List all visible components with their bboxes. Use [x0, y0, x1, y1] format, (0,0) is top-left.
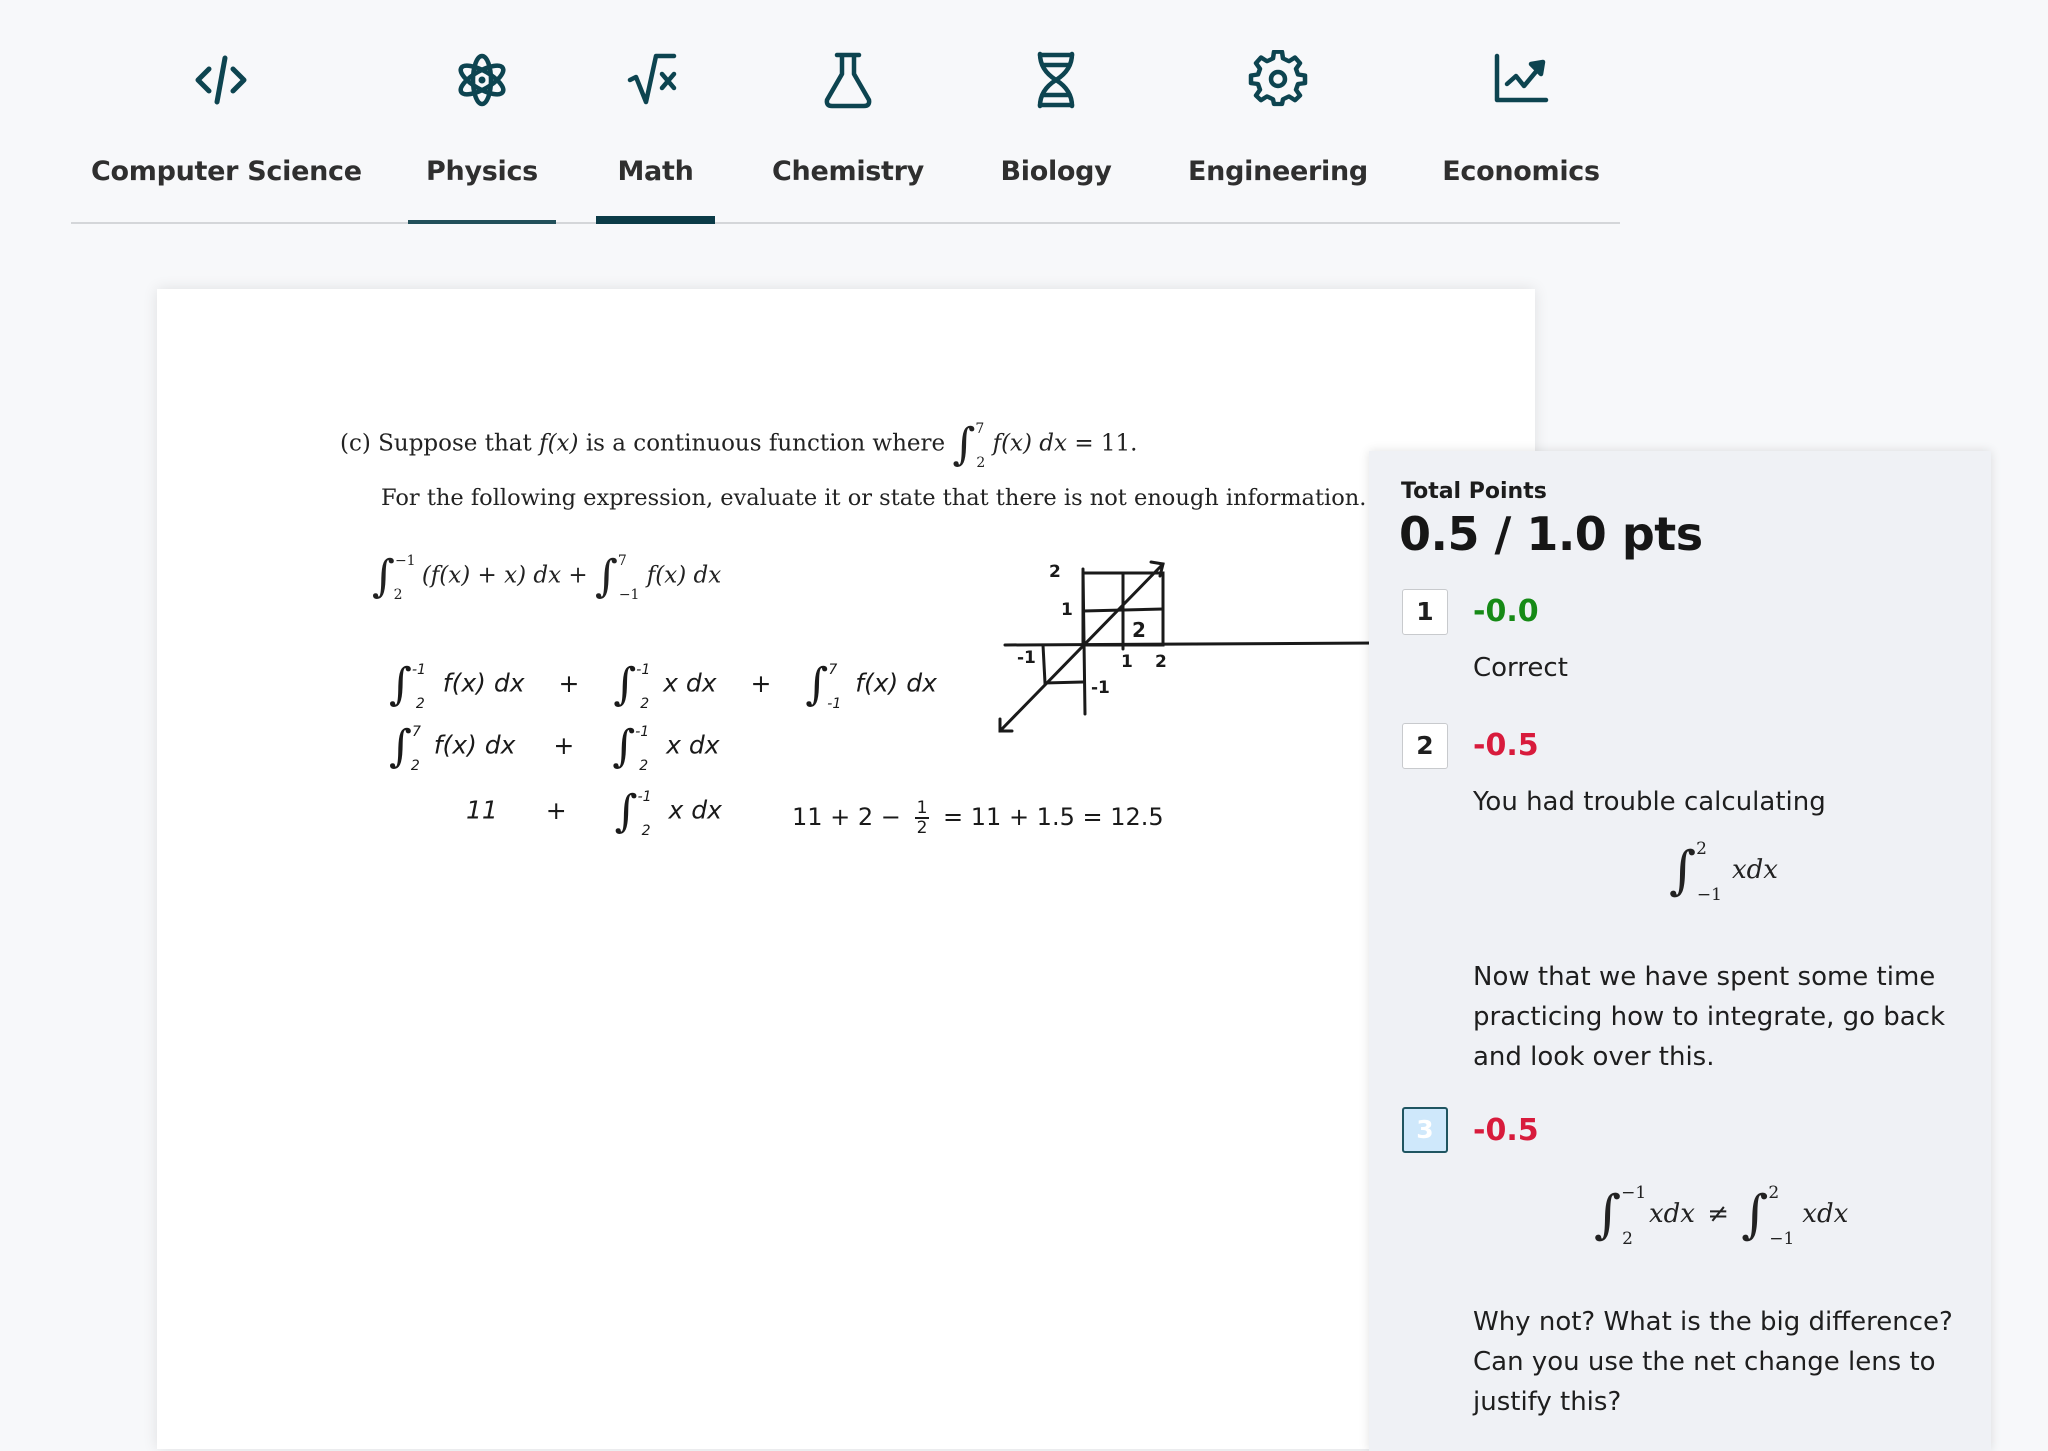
gear-icon: [1248, 50, 1308, 110]
upper-limit: 2: [1696, 839, 1707, 859]
plus-sign: +: [558, 668, 580, 698]
lower-limit: −1: [1769, 1229, 1795, 1249]
upper-limit: 7: [828, 661, 838, 678]
sketch-label: -1: [1091, 678, 1110, 698]
tab-math[interactable]: [596, 40, 715, 224]
sketch-label: 2: [1155, 652, 1167, 672]
integrand: f(x) dx: [433, 730, 516, 760]
not-equal-sign: ≠: [1707, 1199, 1730, 1229]
lower-limit: 2: [639, 757, 649, 774]
problem-statement-line2: For the following expression, evaluate it or state that there is not enough information.: [381, 485, 1367, 511]
integral-sign: ∫: [1669, 841, 1697, 901]
computation-part: 11 + 2 −: [792, 803, 901, 831]
tab-engineering[interactable]: [1183, 40, 1373, 224]
plus-sign: +: [545, 795, 567, 825]
handwritten-graph-sketch: [995, 539, 1395, 739]
rubric-item-1-feedback: Correct: [1473, 653, 1568, 683]
lower-limit: -1: [827, 695, 842, 712]
handwritten-computation: [792, 799, 1164, 837]
integrand: x dx: [668, 795, 722, 825]
tab-computer-science[interactable]: [91, 40, 362, 224]
integrand: f(x) dx: [992, 430, 1067, 457]
tab-economics[interactable]: [1441, 40, 1601, 224]
lower-limit: 2: [415, 695, 425, 712]
flask-icon: [818, 50, 878, 110]
rubric-item-2-math: [1669, 839, 1778, 905]
rubric-item-3-deduction: -0.5: [1473, 1113, 1539, 1148]
lower-limit: 2: [393, 586, 403, 603]
plus-sign: +: [750, 668, 772, 698]
problem-expression: [372, 551, 721, 602]
tab-label: Economics: [1442, 156, 1600, 187]
rubric-item-2-feedback-detail: Now that we have spent some time practicing how to integrate, go back and look over this.: [1473, 962, 1946, 1072]
problem-statement-line1: [340, 419, 1137, 470]
upper-limit: 7: [975, 420, 985, 437]
tab-label: Math: [617, 156, 694, 187]
tab-biology[interactable]: [981, 40, 1131, 224]
tab-underline: [408, 220, 556, 224]
rubric-item-2-deduction: -0.5: [1473, 728, 1539, 763]
integrand: xdx: [1648, 1199, 1695, 1229]
subject-tab-bar: [71, 0, 1620, 224]
lower-limit: 2: [410, 757, 420, 774]
sketch-label: 1: [1061, 600, 1073, 620]
rubric-item-3-math: [1594, 1183, 1849, 1249]
math-fx: f(x): [539, 430, 579, 457]
rubric-item-3-button[interactable]: 3: [1402, 1107, 1448, 1153]
problem-text: is a continuous function where: [585, 430, 946, 457]
equals-value: = 11.: [1074, 430, 1138, 457]
submission-page: [157, 289, 1535, 1449]
lower-limit: 2: [640, 695, 650, 712]
lower-limit: −1: [1696, 885, 1722, 905]
problem-part-label: (c): [340, 430, 371, 457]
integral-sign: ∫: [1741, 1185, 1769, 1245]
upper-limit: -1: [635, 723, 650, 740]
total-points-label: Total Points: [1401, 479, 1547, 504]
tab-label: Engineering: [1188, 156, 1368, 187]
tab-label: Biology: [1000, 156, 1112, 187]
dna-icon: [1026, 50, 1086, 110]
rubric-item-2-feedback: You had trouble calculating: [1473, 787, 1826, 817]
sketch-label: 2: [1049, 562, 1061, 582]
rubric-item-2-button[interactable]: 2: [1402, 723, 1448, 769]
tab-underline-active: [596, 216, 715, 224]
integral-sign: ∫: [952, 419, 976, 470]
lower-limit: 2: [1622, 1229, 1633, 1249]
fraction-numerator: 1: [916, 798, 928, 818]
integrand: xdx: [1731, 855, 1778, 885]
upper-limit: 7: [411, 723, 421, 740]
integrand: (f(x) + x) dx +: [421, 562, 588, 589]
total-points-score: 0.5 / 1.0 pts: [1399, 507, 1703, 561]
problem-text: Suppose that: [378, 430, 532, 457]
rubric-item-3-feedback: Why not? What is the big difference? Can you use the net change lens to justify this?: [1473, 1307, 1953, 1417]
integrand: f(x) dx: [442, 668, 525, 698]
integrand: x dx: [663, 668, 717, 698]
upper-limit: 7: [617, 552, 627, 569]
integrand: f(x) dx: [855, 668, 937, 698]
fraction-one-half: [915, 799, 930, 837]
tab-physics[interactable]: [408, 40, 556, 224]
square-root-icon: [626, 50, 686, 110]
sketch-label: 2: [1132, 618, 1146, 642]
chart-trend-icon: [1491, 50, 1551, 110]
upper-limit: 2: [1768, 1183, 1780, 1203]
rubric-item-1-deduction: -0.0: [1473, 594, 1539, 629]
plus-sign: +: [553, 730, 575, 760]
lower-limit: −1: [618, 586, 640, 603]
sketch-label: 1: [1121, 652, 1133, 672]
fraction-denominator: 2: [916, 818, 928, 838]
value-eleven: 11: [466, 795, 498, 825]
upper-limit: −1: [394, 552, 416, 569]
integral-sign: ∫: [372, 551, 395, 602]
rubric-item-1-button[interactable]: 1: [1402, 589, 1448, 635]
handwritten-line-1: ∫$^{-1}_2$ f(x) dx + ∫$^{-1}_2$ x dx + ∫$^7_{-1}$ f(x) dx: [389, 659, 937, 712]
computation-result: = 11 + 1.5 = 12.5: [943, 803, 1164, 831]
code-icon: [191, 50, 251, 110]
tab-chemistry[interactable]: [768, 40, 928, 224]
tab-label: Chemistry: [772, 156, 924, 187]
integral-sign: ∫: [594, 551, 618, 602]
upper-limit: -1: [411, 661, 426, 678]
lower-limit: 2: [976, 454, 986, 471]
integrand: xdx: [1802, 1199, 1849, 1229]
integrand: x dx: [666, 730, 720, 760]
atom-icon: [452, 50, 512, 110]
lower-limit: 2: [641, 822, 651, 839]
integrand: f(x) dx: [646, 562, 722, 589]
sketch-label: -1: [1017, 648, 1036, 668]
upper-limit: -1: [637, 788, 652, 805]
handwritten-line-3: 11 + ∫$^{-1}_2$ x dx: [466, 786, 722, 839]
upper-limit: −1: [1621, 1183, 1647, 1203]
integral-sign: ∫: [1594, 1185, 1622, 1245]
upper-limit: -1: [636, 661, 651, 678]
grading-panel: [1369, 451, 1991, 1451]
tab-label: Computer Science: [91, 156, 362, 187]
tab-label: Physics: [426, 156, 538, 187]
handwritten-line-2: ∫$^7_2$ f(x) dx + ∫$^{-1}_2$ x dx: [389, 721, 720, 774]
